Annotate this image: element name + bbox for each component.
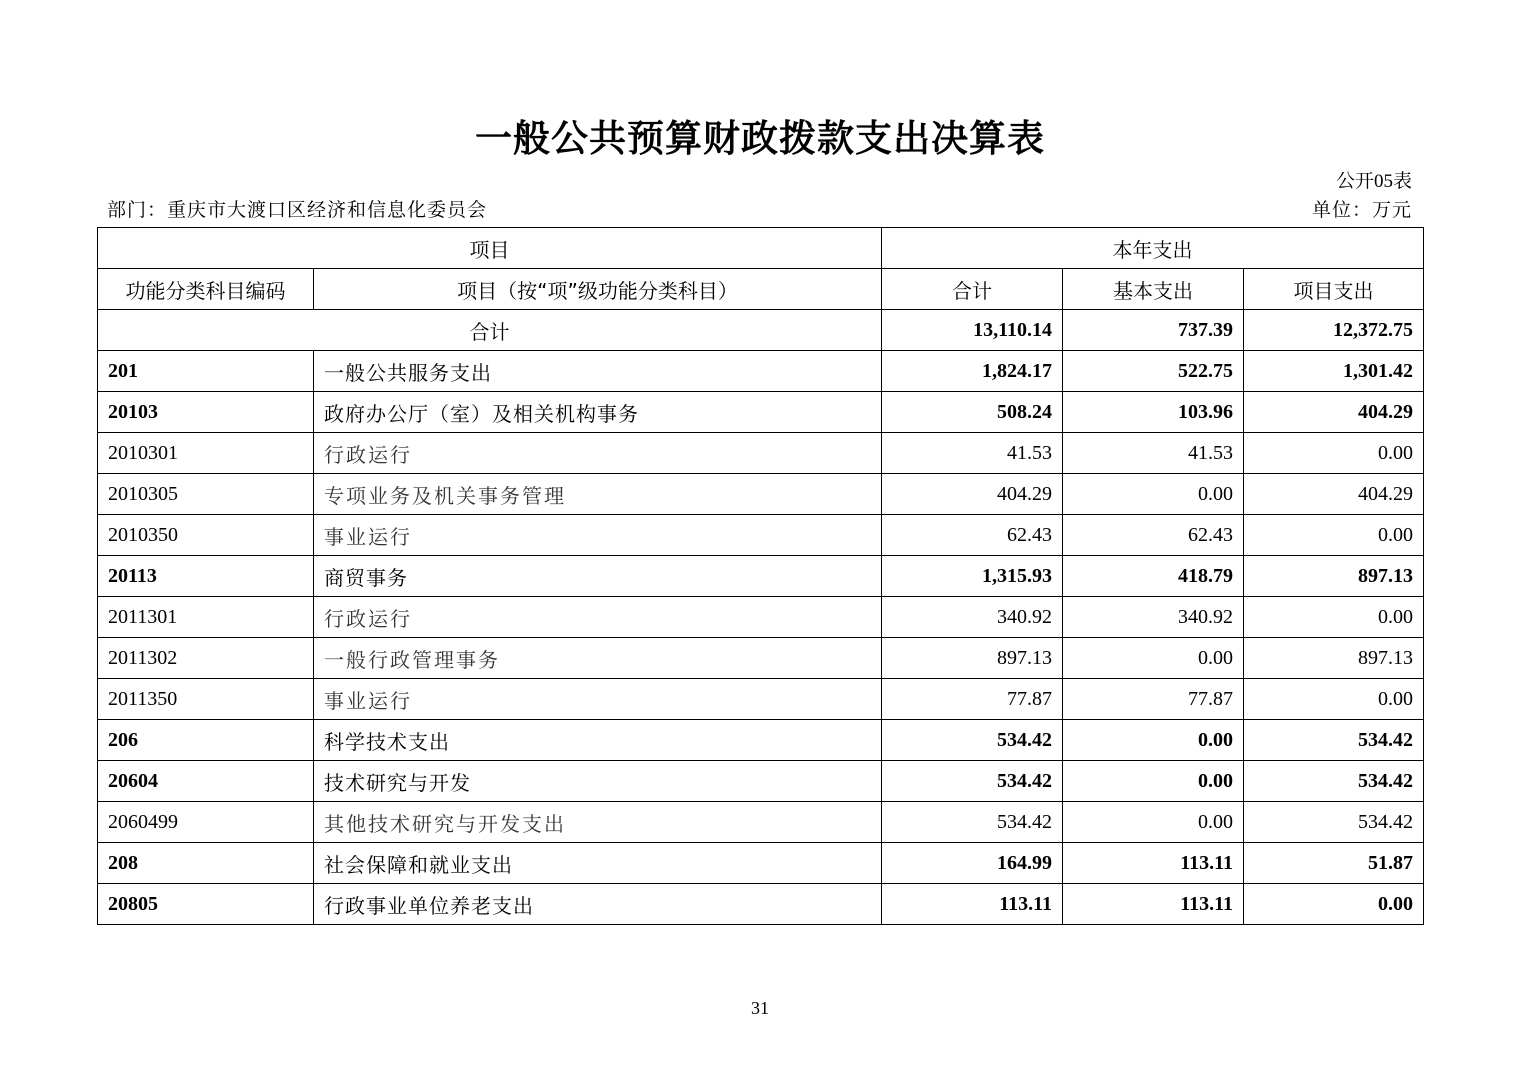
row-name: 其他技术研究与开发支出 xyxy=(314,802,882,843)
table-row xyxy=(98,679,1424,720)
table-row xyxy=(98,515,1424,556)
table-row xyxy=(98,884,1424,925)
row-basic: 0.00 xyxy=(1063,761,1244,802)
unit-label: 单位：万元 xyxy=(1311,200,1412,221)
row-basic: 113.11 xyxy=(1063,843,1244,884)
row-basic: 0.00 xyxy=(1063,802,1244,843)
row-total: 404.29 xyxy=(882,474,1063,515)
row-total: 62.43 xyxy=(882,515,1063,556)
department-label: 部门：重庆市大渡口区经济和信息化委员会 xyxy=(107,200,488,221)
row-code: 2010305 xyxy=(98,474,314,515)
form-number: 公开05表 xyxy=(1335,171,1412,192)
row-name: 技术研究与开发 xyxy=(314,761,882,802)
header-current-year: 本年支出 xyxy=(882,228,1424,269)
row-total: 41.53 xyxy=(882,433,1063,474)
row-basic: 418.79 xyxy=(1063,556,1244,597)
row-name: 政府办公厅（室）及相关机构事务 xyxy=(314,392,882,433)
row-code: 20103 xyxy=(98,392,314,433)
row-project: 0.00 xyxy=(1244,433,1424,474)
row-name: 一般公共服务支出 xyxy=(314,351,882,392)
table-row xyxy=(98,802,1424,843)
row-basic: 522.75 xyxy=(1063,351,1244,392)
row-basic: 0.00 xyxy=(1063,720,1244,761)
header-code: 功能分类科目编码 xyxy=(98,269,314,310)
row-code: 2060499 xyxy=(98,802,314,843)
table-row xyxy=(98,843,1424,884)
page-title: 一般公共预算财政拨款支出决算表 xyxy=(475,117,1045,160)
row-project: 0.00 xyxy=(1244,884,1424,925)
row-code: 20113 xyxy=(98,556,314,597)
total-label: 合计 xyxy=(98,310,882,351)
table-row xyxy=(98,761,1424,802)
header-project: 项目 xyxy=(98,228,882,269)
row-name: 科学技术支出 xyxy=(314,720,882,761)
page-number: 31 xyxy=(751,998,769,1018)
row-code: 2011350 xyxy=(98,679,314,720)
row-name: 商贸事务 xyxy=(314,556,882,597)
total-row xyxy=(98,310,1424,351)
row-project: 0.00 xyxy=(1244,597,1424,638)
row-code: 2011302 xyxy=(98,638,314,679)
row-code: 206 xyxy=(98,720,314,761)
row-code: 20805 xyxy=(98,884,314,925)
row-project: 51.87 xyxy=(1244,843,1424,884)
row-project: 897.13 xyxy=(1244,638,1424,679)
row-project: 404.29 xyxy=(1244,474,1424,515)
row-basic: 77.87 xyxy=(1063,679,1244,720)
row-name: 行政运行 xyxy=(314,597,882,638)
row-name: 行政事业单位养老支出 xyxy=(314,884,882,925)
header-basic: 基本支出 xyxy=(1063,269,1244,310)
row-total: 1,824.17 xyxy=(882,351,1063,392)
row-name: 专项业务及机关事务管理 xyxy=(314,474,882,515)
row-total: 897.13 xyxy=(882,638,1063,679)
row-name: 社会保障和就业支出 xyxy=(314,843,882,884)
total-project: 12,372.75 xyxy=(1244,310,1424,351)
row-basic: 340.92 xyxy=(1063,597,1244,638)
row-project: 534.42 xyxy=(1244,720,1424,761)
header-total: 合计 xyxy=(882,269,1063,310)
row-total: 534.42 xyxy=(882,802,1063,843)
row-code: 208 xyxy=(98,843,314,884)
row-total: 534.42 xyxy=(882,761,1063,802)
row-total: 77.87 xyxy=(882,679,1063,720)
row-total: 508.24 xyxy=(882,392,1063,433)
row-total: 164.99 xyxy=(882,843,1063,884)
table-row xyxy=(98,556,1424,597)
row-project: 0.00 xyxy=(1244,515,1424,556)
row-name: 行政运行 xyxy=(314,433,882,474)
row-basic: 103.96 xyxy=(1063,392,1244,433)
table-row xyxy=(98,474,1424,515)
row-project: 534.42 xyxy=(1244,761,1424,802)
header-project-expenditure: 项目支出 xyxy=(1244,269,1424,310)
table-row xyxy=(98,720,1424,761)
header-row-2 xyxy=(98,269,1424,310)
row-total: 534.42 xyxy=(882,720,1063,761)
row-code: 2010301 xyxy=(98,433,314,474)
row-name: 事业运行 xyxy=(314,679,882,720)
header-row-1 xyxy=(98,228,1424,269)
table-row xyxy=(98,351,1424,392)
total-basic: 737.39 xyxy=(1063,310,1244,351)
table-row xyxy=(98,433,1424,474)
row-project: 404.29 xyxy=(1244,392,1424,433)
row-basic: 62.43 xyxy=(1063,515,1244,556)
row-name: 事业运行 xyxy=(314,515,882,556)
row-code: 201 xyxy=(98,351,314,392)
expenditure-table xyxy=(97,227,1424,925)
row-basic: 113.11 xyxy=(1063,884,1244,925)
row-project: 534.42 xyxy=(1244,802,1424,843)
row-code: 20604 xyxy=(98,761,314,802)
row-total: 1,315.93 xyxy=(882,556,1063,597)
row-basic: 0.00 xyxy=(1063,638,1244,679)
row-project: 0.00 xyxy=(1244,679,1424,720)
row-basic: 41.53 xyxy=(1063,433,1244,474)
row-name: 一般行政管理事务 xyxy=(314,638,882,679)
row-total: 113.11 xyxy=(882,884,1063,925)
header-item: 项目（按“项”级功能分类科目） xyxy=(314,269,882,310)
row-project: 1,301.42 xyxy=(1244,351,1424,392)
table-row xyxy=(98,638,1424,679)
table-row xyxy=(98,392,1424,433)
row-project: 897.13 xyxy=(1244,556,1424,597)
row-basic: 0.00 xyxy=(1063,474,1244,515)
row-code: 2011301 xyxy=(98,597,314,638)
total-sum: 13,110.14 xyxy=(882,310,1063,351)
table-row xyxy=(98,597,1424,638)
row-total: 340.92 xyxy=(882,597,1063,638)
row-code: 2010350 xyxy=(98,515,314,556)
